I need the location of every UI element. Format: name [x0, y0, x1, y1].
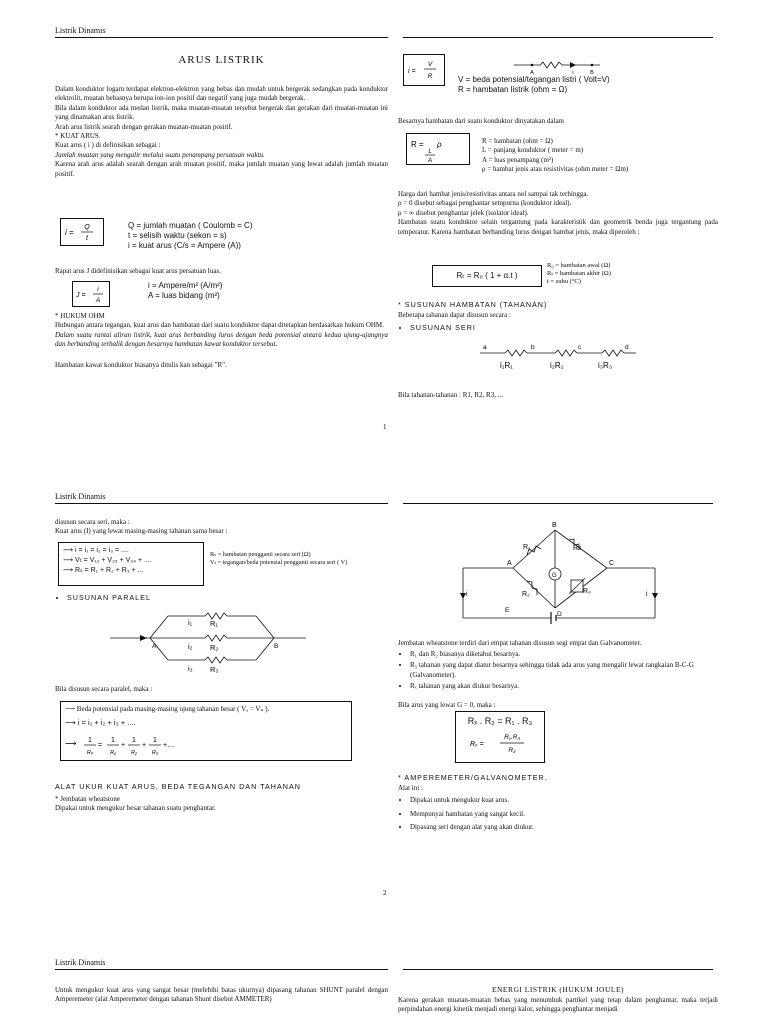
wheatstone-bullets: [398, 650, 718, 692]
header-rule: [403, 969, 713, 970]
formula-box-current: [60, 218, 104, 246]
series-node: b: [531, 344, 535, 351]
running-header: Listrik Dinamis: [55, 958, 106, 967]
section-heading: * AMPEREMETER/GALVANOMETER.: [398, 773, 548, 782]
section-heading: ENERGI LISTRIK (HUKUM JOULE): [491, 985, 625, 994]
body-text: Beberapa tahanan dapat disusun secara :: [398, 311, 511, 319]
bridge-label: Rx: [573, 545, 582, 552]
bridge-label: R₃: [583, 588, 591, 595]
formula-lhs: Rₓ =: [470, 741, 484, 748]
intro-paragraph: Dalam konduktor logam terdapat elektron-elektron yang bebas dan mudah untuk bergerak sedangkan pada konduktor elektrolit, muatan bebasnya berupa ion-ion positif dan negatif yang juga mudah bergerak.: [55, 85, 388, 103]
bridge-node: D: [557, 611, 562, 618]
temperature-legend: [547, 262, 717, 286]
formula-box-temperature: Rₜ = R₀ ( 1 + α.t ): [432, 265, 542, 287]
formula-den: A: [95, 297, 101, 304]
parallel-heading-line: [55, 593, 388, 602]
page-title: ARUS LISTRIK: [178, 54, 265, 66]
legend-line: Vₜ = tegangan/beda potensial pengganti secara seri ( V): [210, 558, 348, 566]
bridge-label: i: [466, 591, 468, 598]
legend-line: R₀ = hambatan awal (Ω): [547, 262, 611, 269]
parallel-equation-box: [60, 701, 352, 761]
series-text: Bila tahanan-tahanan : R1, R2, R3, ...: [398, 391, 503, 399]
body-text: Hubungan antara tegangan, kuat arus dan hambatan dari suatu konduktor dapat ditetapkan berdasarkan hukum OHM.: [55, 321, 384, 330]
header-rule: [55, 37, 388, 38]
density-legend: [148, 281, 222, 301]
page-number: 2: [383, 889, 387, 897]
equation: i = i₁ + i₂ + i₃ + ....: [77, 718, 136, 727]
parallel-node: B: [274, 643, 279, 650]
series-label: i₂R₂: [550, 361, 564, 370]
parallel-heading: • SUSUNAN PARALEL: [67, 593, 388, 602]
series-cont: [55, 518, 388, 537]
formula-den: R₂: [508, 747, 516, 754]
wire-label: B: [590, 70, 594, 75]
ohm-section: [55, 312, 388, 370]
joule-text: Karena gerakan muatan-muatan bebas yang menumbuk partikel yang tetap dalam penghantar, maka terjadi perpindahan energi kinetik menjadi energi kalor, sehingga penghantar menjadi: [398, 996, 718, 1014]
equation: i = i₁ = i₂ = i₃ = ....: [74, 547, 129, 554]
bridge-label: R₁: [523, 544, 531, 551]
ammeter-section: [398, 784, 718, 833]
balance-formula-box: [455, 711, 545, 763]
legend-line: Rₛ = hambatan pengganti secara seri (Ω): [210, 551, 311, 558]
body-text: ρ = ∞ disebut penghantar jelek (isolator ideal).: [398, 208, 529, 217]
balance-formula: Rₓ . R₂ = R₁ . R₃: [467, 716, 533, 726]
formula-num: Q: [84, 224, 90, 231]
operator: +: [121, 742, 126, 749]
formula-num: R₁.R₃: [504, 734, 520, 741]
formula-current: [61, 219, 103, 245]
balance-text: Bila arus yang lewat G = 0, maka :: [398, 701, 496, 709]
page-number: 1: [383, 423, 387, 431]
list-item: • Dipakai untuk mengukur kuat arus.: [410, 796, 718, 805]
ohm-legend: [458, 75, 610, 95]
ohm-law-italic: Dalam suatu rantai aliran listrik, kuat arus berbanding lurus dengan beda potensial antara kedua ujung-ujungnya dan berbanding terbalik dengan besarnya hambatan kawat konduktor tersebut.: [55, 330, 388, 349]
list-item: • Rₓ tahanan yang akan diukur besarnya.: [410, 682, 718, 691]
legend-line: A = luas penampang (m²): [482, 155, 554, 164]
resistivity-notes: [398, 190, 718, 237]
resistor-wire-diagram: [510, 55, 605, 75]
resistivity-legend: [482, 137, 718, 175]
series-heading-line: [398, 323, 718, 332]
formula-den: R₃: [151, 750, 159, 756]
formula-lhs: R =: [411, 140, 424, 149]
section-heading: * SUSUNAN HAMBATAN (TAHANAN): [398, 300, 548, 309]
formula-den: R: [427, 73, 433, 80]
parallel-circuit-diagram: [110, 608, 310, 676]
running-header: Listrik Dinamis: [55, 492, 106, 501]
series-circuit-diagram: [470, 340, 640, 376]
parallel-label: R₁: [210, 619, 218, 628]
legend-line: t = selisih waktu (sekon = s): [128, 231, 227, 240]
formula-rho: ρ: [437, 140, 442, 149]
parallel-reciprocal-equation: [65, 732, 215, 758]
arrow-icon: ⟶: [63, 557, 75, 564]
operator: +: [142, 742, 147, 749]
formula-lhs: J =: [76, 292, 86, 299]
wheatstone-intro: [55, 795, 388, 814]
body-text: Dipakai untuk mengukur besar tahanan suatu penghantar.: [55, 804, 216, 813]
arrow-icon: ⟶: [63, 567, 75, 574]
series-node: c: [578, 344, 582, 351]
list-item: • R₁ dan R₂ biasanya diketahui besarnya.: [410, 650, 718, 659]
arrow-icon: ⟶: [63, 547, 75, 554]
formula-num: V: [427, 61, 433, 68]
series-equations: [63, 546, 152, 576]
current-legend: [128, 221, 253, 251]
formula-den: R₁: [110, 750, 116, 756]
list-item: • Dipasang seri dengan alat yang akan diukur.: [410, 823, 718, 832]
formula-num: i: [97, 286, 99, 293]
bridge-node: G: [552, 573, 557, 579]
parallel-label: i₁: [188, 618, 193, 627]
legend-line: R = hambatan listrik (ohm = Ω): [458, 85, 568, 94]
legend-line: A = luas bidang (m²): [148, 291, 220, 300]
header-rule: [403, 503, 713, 504]
series-node: d: [625, 344, 629, 351]
intro-paragraph: Arah arus listrik searah dengan gerakan muatan-muatan positif.: [55, 122, 233, 131]
parallel-label: i₃: [188, 664, 193, 673]
parallel-node: A: [152, 643, 157, 650]
bridge-label: i: [646, 591, 648, 598]
parallel-eq-line: [65, 705, 347, 714]
wheatstone-text: Jembatan wheatstone terdiri dari empat tahanan disusun segi empat dan Galvanometer.: [398, 639, 642, 647]
list-item: • R₃ tahanan yang dapat diatur besarnya sehingga tidak ada arus yang mengalir lewat rangkaian B-C-G (Galvanometer).: [410, 661, 718, 680]
legend-line: t = suhu (°C): [547, 278, 581, 285]
formula-den: A: [427, 158, 433, 164]
formula-density: [73, 282, 109, 306]
formula-box-ohm: [403, 54, 445, 86]
legend-line: Q = jumlah muatan ( Coulomb = C): [128, 221, 253, 230]
formula-lhs: i =: [408, 68, 416, 75]
legend-line: L = panjang konduktor ( meter = m): [482, 146, 584, 155]
header-rule: [403, 37, 713, 38]
formula-num: 1: [132, 737, 136, 744]
formula-ohm: [404, 55, 444, 85]
bridge-node: C: [609, 560, 615, 567]
bridge-node: A: [507, 560, 512, 567]
parallel-eq-line: [65, 718, 136, 727]
series-label: i₁R₁: [500, 361, 513, 370]
formula-num: 1: [111, 737, 115, 744]
formula-tail: +....: [163, 742, 175, 749]
formula-num: 1: [153, 737, 157, 744]
formula-box-density: [72, 281, 110, 307]
arrow-icon: ⟶: [65, 739, 77, 748]
balance-fraction: [470, 730, 534, 760]
section-heading: * KUAT ARUS.: [55, 132, 101, 141]
wheatstone-bridge-diagram: [455, 518, 665, 628]
parallel-text: Bila disusun secara paralel, maka :: [55, 685, 153, 693]
arrow-icon: ⟶: [65, 705, 77, 713]
formula-den: Rₚ: [86, 750, 94, 756]
body-text: Harga dari hambat jenis/resistivitas antara nol sampai tak terhingga.: [398, 190, 589, 198]
body-text: Kuat arus (I) yang lewat masing-masing tahanan sama besar :: [55, 527, 228, 536]
body-text: Alat ini :: [398, 784, 423, 792]
definition-italic: Jumlah muatan yang mengalir melalui suatu penampang persatuan waktu.: [55, 150, 265, 159]
bridge-node: E: [505, 607, 510, 614]
parallel-label: i₂: [188, 642, 193, 651]
operator: =: [98, 742, 103, 749]
formula-resistivity: [407, 134, 469, 164]
formula-num: 1: [88, 737, 92, 744]
equation: Beda potensial pada masing-masing ujung tahanan besar ( Vₐ = Vₙ ).: [76, 705, 270, 713]
resistance-text: Besarnya hambatan dari suatu konduktor dinyatakan dalam: [398, 117, 565, 125]
current-density-text: Rapat arus J didefinisikan sebagai kuat arus persatuan luas.: [55, 267, 221, 275]
intro-text: [55, 85, 388, 179]
legend-line: i = kuat arus (C/s = Ampere (A)): [128, 241, 241, 250]
section-heading: * HUKUM OHM: [55, 312, 105, 320]
body-text: disusun secara seri, maka :: [55, 518, 130, 526]
series-label: i₃R₃: [598, 361, 613, 370]
legend-line: V = beda potensial/tegangan listri ( Volt=V): [458, 75, 610, 84]
wire-label: i: [572, 70, 574, 75]
shunt-text: Untuk mengukur kuat arus yang sangat besar (melebihi batas ukurnya) dipasang tahanan SHUNT paralel dengan Amperemeter (alat Amperemeter dengan tahanan Shunt disebut AMMETER): [55, 986, 388, 1004]
body-text: Hambatan kawat konduktor biasanya ditulis kan sebagai "R".: [55, 360, 227, 369]
equation: Rₛ = R₁ + R₂ + R₃ + ...: [74, 567, 144, 574]
running-header: Listrik Dinamis: [55, 26, 106, 35]
wire-label: A: [530, 70, 534, 75]
series-heading: • SUSUNAN SERI: [410, 323, 718, 332]
header-rule: [55, 969, 388, 970]
definition-text: Kuat arus ( i ) di definisikan sebagai :: [55, 141, 161, 150]
formula-den: R₂: [130, 750, 138, 756]
bridge-label: R₂: [522, 591, 530, 598]
formula-den: t: [86, 235, 88, 242]
formula-num: L: [428, 149, 432, 155]
series-legend: [210, 551, 388, 566]
series-node: a: [483, 344, 487, 351]
body-text: ρ = 0 disebut sebagai penghantar sempurna (konduktor ideal).: [398, 199, 572, 208]
intro-paragraph: Bila dalam konduktor ada medan listrik, maka muatan-muatan tersebut bergerak dan gerakan dari muatan-muatan ini yang dinamakan arus listrik.: [55, 103, 388, 122]
equation: Vₜ = V₁₂ + V₂₃ + V₃₄ + ....: [74, 557, 152, 564]
section-heading: ALAT UKUR KUAT ARUS, BEDA TEGANGAN DAN TAHANAN: [55, 782, 301, 791]
series-equation-box: [58, 542, 204, 586]
body-text: Karena arah arus adalah searah dengan arah muatan positif, maka jumlah muatan yang lewat adalah jumlah muatan positif.: [55, 160, 388, 178]
legend-line: Rₜ = hambatan akhir (Ω): [547, 270, 611, 277]
formula-box-resistivity: [406, 133, 470, 165]
parallel-label: R₃: [210, 665, 219, 674]
header-rule: [55, 503, 388, 504]
subheading: * Jembatan wheatstone: [55, 795, 120, 803]
body-text: Hambatan suatu konduktor selain tergantung pada karakteristik dan geometrik benda juga tergantung pada temperatur. Karena hambatan berbanding lurus dengan hambat jenis, maka diperoleh :: [398, 218, 718, 236]
parallel-label: R₂: [210, 643, 219, 652]
formula-lhs: i =: [65, 228, 74, 237]
legend-line: ρ = hambat jenis atau resistivitas (ohm meter = Ωm): [482, 165, 629, 174]
bridge-node: B: [552, 522, 557, 529]
list-item: • Mempunyai hambatan yang sangat kecil.: [410, 810, 718, 819]
arrow-icon: ⟶: [65, 718, 78, 727]
legend-line: R = hambatan (ohm = Ω): [482, 137, 553, 145]
legend-line: i = Ampere/m² (A/m²): [148, 281, 223, 290]
